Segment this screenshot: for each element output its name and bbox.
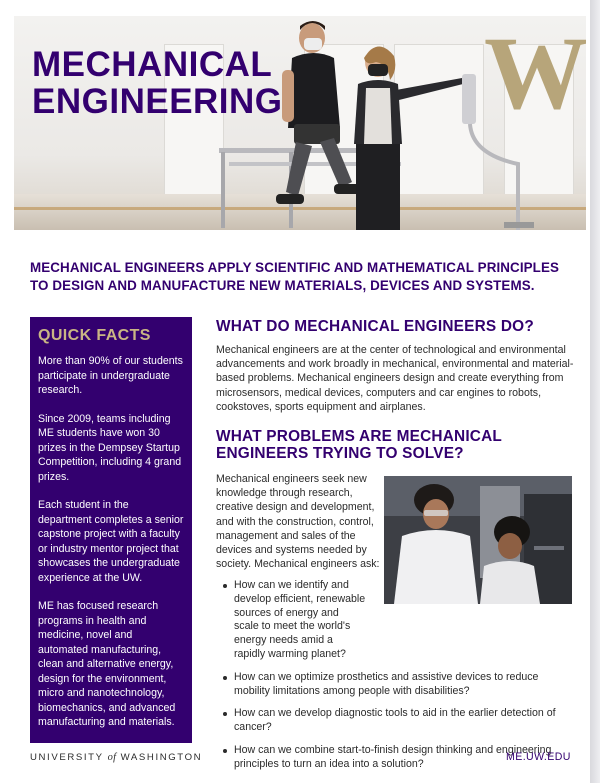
hero-photo	[14, 16, 586, 230]
section-body-what-do: Mechanical engineers are at the center of technological and environmental advancements and work broadly in mechanical, environmental and material-based problems. Mechanical engineers design and create everything from microsensors, medical devices, computers and car engines to robots, cookstoves, sports equipment and airplanes.	[216, 344, 574, 413]
title-line-1: MECHANICAL	[32, 45, 273, 84]
intro-statement: MECHANICAL ENGINEERS APPLY SCIENTIFIC AND MATHEMATICAL PRINCIPLES TO DESIGN AND MANUFACTURE NEW MATERIALS, DEVICES AND SYSTEMS.	[30, 260, 560, 293]
section-heading-problems: WHAT PROBLEMS ARE MECHANICAL ENGINEERS TRYING TO SOLVE?	[216, 428, 502, 462]
section-heading-what-do: WHAT DO MECHANICAL ENGINEERS DO?	[216, 318, 534, 335]
title-line-2: ENGINEERING	[32, 82, 283, 121]
quick-facts-heading: QUICK FACTS	[38, 327, 151, 344]
fact-item: More than 90% of our students participate in undergraduate research.	[38, 355, 183, 396]
section-body-problems: Mechanical engineers seek new knowledge through research, creative design and development, and with the construction, control, management and sales of the devices and systems needed by society. Mechanical engineers ask:	[216, 473, 380, 571]
fact-item: Since 2009, teams including ME students have won 30 prizes in the Dempsey Startup Competition, including 4 grand prizes.	[38, 412, 182, 483]
fact-item: ME has focused research programs in health and medicine, novel and automated manufacturing, clean and alternative energy, design for the environment, micro and nanotechnology, biomechanics, and advanced manufacturing and materials.	[38, 600, 176, 728]
quick-facts-panel	[30, 317, 192, 743]
list-item: How can we combine start-to-finish design thinking and engineering principles to turn an idea into a solution?	[221, 744, 573, 772]
website-link[interactable]: ME.UW.EDU	[506, 751, 571, 763]
university-wordmark: UNIVERSITY of WASHINGTON	[30, 752, 203, 763]
fact-item: Each student in the department completes a senior capstone project with a faculty or industry mentor project that showcases the undergraduate experience at the UW.	[38, 499, 184, 584]
svg-text:W: W	[484, 32, 588, 116]
page-title	[32, 46, 283, 120]
page-edge	[590, 0, 600, 783]
list-item: How can we develop diagnostic tools to aid in the earlier detection of cancer?	[221, 707, 573, 735]
list-item: How can we identify and develop efficient, renewable sources of energy and scale to meet the world's energy needs amid a rapidly warming planet?	[221, 579, 366, 662]
uw-logo	[484, 32, 586, 116]
list-item: How can we optimize prosthetics and assistive devices to reduce mobility limitations among people with disabilities?	[221, 671, 573, 699]
